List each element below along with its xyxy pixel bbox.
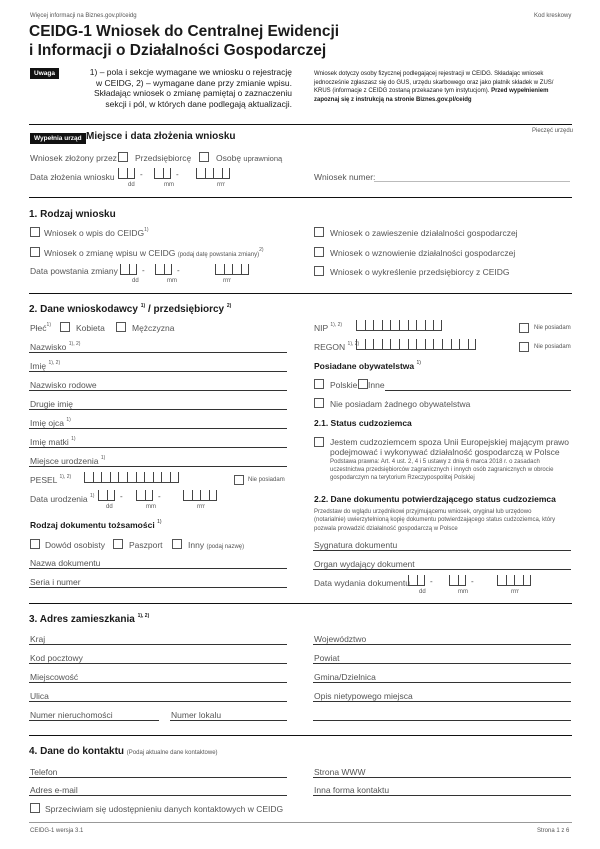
legal-basis bbox=[330, 458, 553, 482]
date-separator: - bbox=[120, 492, 123, 501]
regon-label bbox=[314, 342, 359, 352]
s1-opt2-label bbox=[44, 248, 264, 258]
citizenship-polish-label: Polskie bbox=[330, 380, 358, 390]
postal-field[interactable] bbox=[29, 663, 287, 664]
authorized-word2: uprawnioną bbox=[243, 154, 283, 163]
issue-date-mm[interactable] bbox=[449, 575, 466, 586]
regon-boxes[interactable] bbox=[356, 339, 476, 350]
dd-hint: dd bbox=[419, 589, 426, 595]
nip-none-checkbox[interactable] bbox=[519, 323, 529, 333]
first-name-field[interactable] bbox=[29, 371, 287, 372]
birth-place-text: Miejsce urodzenia bbox=[30, 456, 99, 466]
s1-title: 1. Rodzaj wniosku bbox=[29, 209, 116, 220]
birth-date-mm[interactable] bbox=[136, 490, 153, 501]
doc-info-line1: Przedstaw do wglądu urzędnikowi przyjmującemu wniosek, oryginał lub urzędowo bbox=[314, 509, 532, 515]
birth-place-sup: 1) bbox=[100, 455, 106, 461]
gender-female-checkbox[interactable] bbox=[60, 322, 70, 332]
s2-title bbox=[29, 304, 231, 315]
pesel-boxes[interactable] bbox=[84, 472, 179, 483]
second-name-field[interactable] bbox=[29, 409, 287, 410]
s1-opt3-label: Wniosek o zawieszenie działalności gospodarczej bbox=[330, 228, 518, 238]
s3-title-sup: 1), 2) bbox=[137, 613, 150, 619]
issue-date-dd[interactable] bbox=[408, 575, 425, 586]
citizenship-none-label: Nie posiadam żadnego obywatelstwa bbox=[330, 399, 471, 409]
dd-hint: dd bbox=[128, 182, 135, 188]
filing-number-label: Wniosek numer: bbox=[314, 172, 376, 182]
doc-info-line2: (notarialnie) uwierzytelnioną kopię dokumentu potwierdzającego status cudzoziemca, który bbox=[314, 517, 556, 524]
nip-sup: 1), 2) bbox=[330, 322, 343, 328]
s2-title-text2: / przedsiębiorcy bbox=[147, 304, 225, 315]
legal-line2: uczestnictwa przedsiębiorców zagranicznych i innych osób zagranicznych w obrocie bbox=[330, 467, 554, 473]
doc-type-sup: 1) bbox=[157, 519, 162, 525]
s2-title-text: 2. Dane wnioskodawcy bbox=[29, 304, 138, 315]
status-line1: Jestem cudzoziemcem spoza Unii Europejskiej mającym prawo bbox=[330, 437, 570, 447]
phone-field[interactable] bbox=[29, 777, 287, 778]
more-info-link[interactable]: Więcej informacji na Biznes.gov.pl/ceidg bbox=[30, 13, 137, 19]
postal-label: Kod pocztowy bbox=[30, 653, 83, 663]
change-date-label: Data powstania zmiany bbox=[30, 266, 118, 276]
birth-date-sup: 1) bbox=[90, 493, 95, 499]
info-line1: Wniosek dotyczy osoby fizycznej podlegającej rejestracji w CEIDG. Składając wniosek bbox=[314, 71, 544, 77]
province-field[interactable] bbox=[313, 644, 571, 645]
filed-by-entrepreneur-label: Przedsiębiorcę bbox=[135, 153, 192, 163]
divider bbox=[29, 603, 572, 604]
date-separator: - bbox=[177, 266, 180, 275]
office-badge: Wypełnia urząd bbox=[30, 133, 86, 144]
doc-status-info bbox=[314, 508, 555, 533]
change-date-dd[interactable] bbox=[120, 264, 137, 275]
yyyy-hint: rrrr bbox=[197, 504, 205, 510]
doc-other-checkbox[interactable] bbox=[172, 539, 182, 549]
pesel-sup: 1), 2) bbox=[59, 474, 72, 480]
issue-date-yyyy[interactable] bbox=[497, 575, 531, 586]
doc-passport-checkbox[interactable] bbox=[113, 539, 123, 549]
house-label: Numer nieruchomości bbox=[30, 710, 113, 720]
surname-text: Nazwisko bbox=[30, 342, 67, 352]
pesel-none-label: Nie posiadam bbox=[248, 477, 285, 483]
mother-name-text: Imię matki bbox=[30, 437, 69, 447]
s1-opt5-checkbox[interactable] bbox=[314, 266, 324, 276]
s1-opt2-checkbox[interactable] bbox=[30, 247, 40, 257]
city-field[interactable] bbox=[29, 682, 287, 683]
second-name-label: Drugie imię bbox=[30, 399, 73, 409]
date-separator: - bbox=[176, 170, 179, 179]
gender-male-checkbox[interactable] bbox=[116, 322, 126, 332]
mm-hint: mm bbox=[146, 504, 156, 510]
other-contact-field[interactable] bbox=[313, 795, 571, 796]
footer-divider bbox=[29, 822, 572, 823]
mm-hint: mm bbox=[167, 278, 177, 284]
doc-type-text: Rodzaj dokumentu tożsamości bbox=[30, 520, 155, 530]
s2-title-sup1: 1) bbox=[140, 303, 146, 309]
mm-hint: mm bbox=[458, 589, 468, 595]
citizenship-none-checkbox[interactable] bbox=[314, 398, 324, 408]
street-field[interactable] bbox=[29, 701, 287, 702]
father-sup: 1) bbox=[66, 417, 71, 423]
doc-name-field[interactable] bbox=[29, 568, 287, 569]
status-text bbox=[330, 437, 569, 457]
father-name-text: Imię ojca bbox=[30, 418, 65, 428]
citizenship-sup: 1) bbox=[416, 360, 421, 366]
note-line2: w CEIDG, 2) – wymagane dane przy zmianie wpisu. bbox=[95, 77, 292, 88]
doc-info-line3: pozwala prowadzić działalność gospodarczą w Polsce bbox=[314, 525, 458, 532]
other-contact-label: Inna forma kontaktu bbox=[314, 785, 390, 795]
dd-hint: dd bbox=[132, 278, 139, 284]
form-version: CEIDG-1 wersja 3.1 bbox=[30, 828, 84, 834]
yyyy-hint: rrrr bbox=[223, 278, 231, 284]
divider bbox=[29, 124, 572, 125]
yyyy-hint: rrrr bbox=[217, 182, 225, 188]
gender-text: Płeć bbox=[30, 323, 47, 333]
date-separator: - bbox=[142, 266, 145, 275]
filed-by-authorized-label bbox=[216, 153, 282, 163]
surname-label bbox=[30, 342, 80, 352]
birth-place-field[interactable] bbox=[29, 466, 287, 467]
issuer-field[interactable] bbox=[313, 569, 571, 570]
birth-date-yyyy[interactable] bbox=[183, 490, 217, 501]
note-line4: sekcji i pól, w których dane podlegają aktualizacji. bbox=[105, 98, 292, 109]
filing-date-mm[interactable] bbox=[154, 168, 171, 179]
citizenship-polish-checkbox[interactable] bbox=[314, 379, 324, 389]
stamp-label: Pieczęć urzędu bbox=[532, 128, 574, 134]
regon-none-checkbox[interactable] bbox=[519, 342, 529, 352]
date-separator: - bbox=[430, 577, 433, 586]
pesel-text: PESEL bbox=[30, 475, 58, 485]
status-checkbox[interactable] bbox=[314, 437, 324, 447]
commune-label: Gmina/Dzielnica bbox=[314, 672, 376, 682]
s3-title-text: 3. Adres zamieszkania bbox=[29, 614, 135, 625]
country-label: Kraj bbox=[30, 634, 46, 644]
doc-id-label: Dowód osobisty bbox=[45, 540, 106, 550]
doc-series-field[interactable] bbox=[29, 587, 287, 588]
mother-name-field[interactable] bbox=[29, 447, 287, 448]
signature-label: Sygnatura dokumentu bbox=[314, 540, 398, 550]
dd-hint: dd bbox=[106, 504, 113, 510]
form-title-line2: i Informacji o Działalności Gospodarczej bbox=[29, 42, 327, 59]
filing-number-field[interactable] bbox=[374, 181, 570, 182]
info-line4: zapoznaj się z instrukcją na stronie Biznes.gov.pl/ceidg bbox=[314, 96, 472, 103]
filing-date-dd[interactable] bbox=[118, 168, 135, 179]
doc-passport-label: Paszport bbox=[129, 540, 163, 550]
birth-date-label bbox=[30, 494, 94, 504]
doc-status-title: 2.2. Dane dokumentu potwierdzającego status cudzoziemca bbox=[314, 494, 556, 504]
s4-title-text: 4. Dane do kontaktu bbox=[29, 746, 125, 757]
email-field[interactable] bbox=[29, 795, 287, 796]
birth-date-dd[interactable] bbox=[98, 490, 115, 501]
citizenship-label bbox=[314, 361, 421, 371]
s1-opt3-checkbox[interactable] bbox=[314, 227, 324, 237]
www-label: Strona WWW bbox=[314, 767, 366, 777]
status-line2: podejmować i wykonywać działalność gospodarczą w Polsce bbox=[330, 447, 560, 457]
doc-id-checkbox[interactable] bbox=[30, 539, 40, 549]
atypical-field[interactable] bbox=[313, 701, 571, 702]
city-label: Miejscowość bbox=[30, 672, 79, 682]
email-label: Adres e-mail bbox=[30, 785, 78, 795]
contact-objection-label: Sprzeciwiam się udostępnieniu danych kontaktowych w CEIDG bbox=[45, 804, 284, 814]
mother-name-label bbox=[30, 437, 76, 447]
issue-date-label: Data wydania dokumentu bbox=[314, 578, 410, 588]
doc-other-label bbox=[188, 540, 244, 550]
citizenship-other-label: Inne bbox=[368, 380, 385, 390]
nip-label bbox=[314, 323, 342, 333]
doc-series-label: Seria i numer bbox=[30, 577, 81, 587]
doc-name-label: Nazwa dokumentu bbox=[30, 558, 101, 568]
first-name-sup: 1), 2) bbox=[48, 360, 61, 366]
first-name-text: Imię bbox=[30, 361, 47, 371]
flat-label: Numer lokalu bbox=[171, 710, 222, 720]
change-date-yyyy[interactable] bbox=[215, 264, 249, 275]
regon-text: REGON bbox=[314, 342, 346, 352]
date-separator: - bbox=[140, 170, 143, 179]
commune-field[interactable] bbox=[313, 682, 571, 683]
regon-none-label: Nie posiadam bbox=[534, 344, 571, 350]
s4-title-note: (Podaj aktualne dane kontaktowe) bbox=[126, 750, 218, 756]
doc-type-label bbox=[30, 520, 162, 530]
birth-place-label bbox=[30, 456, 105, 466]
father-name-label bbox=[30, 418, 71, 428]
citizenship-other-field[interactable] bbox=[385, 390, 571, 391]
info-line3: KRUS (informacje z CEIDG zostaną przekazane tym instytucjom). bbox=[314, 88, 490, 95]
legal-line1: Podstawa prawna: Art. 4 ust. 2, 4 i 5 ustawy z dnia 6 marca 2018 r. o zasadach bbox=[330, 459, 540, 465]
mm-hint: mm bbox=[164, 182, 174, 188]
info-line3-bold: Przed wypełnieniem bbox=[491, 88, 549, 95]
doc-other-text: Inny bbox=[188, 540, 205, 550]
s1-opt4-label: Wniosek o wznowienie działalności gospodarczej bbox=[330, 248, 516, 258]
pesel-none-checkbox[interactable] bbox=[234, 475, 244, 485]
note-line3: Składając wniosek o zmianę pamiętaj o zaznaczeniu bbox=[94, 88, 292, 98]
www-field[interactable] bbox=[313, 777, 571, 778]
filed-by-authorized-checkbox[interactable] bbox=[199, 152, 209, 162]
divider bbox=[29, 735, 572, 736]
regon-sup: 1), 2) bbox=[347, 341, 360, 347]
pesel-label bbox=[30, 475, 71, 485]
surname-sup: 1), 2) bbox=[68, 341, 81, 347]
divider bbox=[29, 293, 572, 294]
s1-opt1-text: Wniosek o wpis do CEIDG bbox=[44, 228, 145, 238]
atypical-label: Opis nietypowego miejsca bbox=[314, 691, 413, 701]
note-badge: Uwaga bbox=[30, 68, 59, 79]
info-text bbox=[314, 70, 584, 104]
form-title-line1: CEIDG-1 Wniosek do Centralnej Ewidencji bbox=[29, 23, 340, 40]
info-line2: jednocześnie zgłaszasz się do GUS, urzędu skarbowego oraz jako płatnik składek w ZUS/ bbox=[314, 79, 554, 86]
s1-opt4-checkbox[interactable] bbox=[314, 247, 324, 257]
phone-label: Telefon bbox=[30, 767, 58, 777]
county-field[interactable] bbox=[313, 663, 571, 664]
signature-field[interactable] bbox=[313, 550, 571, 551]
page-number: Strona 1 z 6 bbox=[537, 828, 570, 834]
nip-text: NIP bbox=[314, 323, 329, 333]
s3-title bbox=[29, 614, 149, 625]
s1-opt2-sup: 2) bbox=[259, 247, 264, 253]
s2-title-sup2: 2) bbox=[226, 303, 232, 309]
s1-opt2-text: Wniosek o zmianę wpisu w CEIDG bbox=[44, 248, 176, 258]
date-separator: - bbox=[158, 492, 161, 501]
filed-by-entrepreneur-checkbox[interactable] bbox=[118, 152, 128, 162]
flat-field[interactable] bbox=[170, 720, 287, 721]
atypical-field-2[interactable] bbox=[313, 720, 571, 721]
s4-title bbox=[29, 746, 218, 757]
family-name-label: Nazwisko rodowe bbox=[30, 380, 97, 390]
gender-male-label: Mężczyzna bbox=[132, 323, 175, 333]
family-name-field[interactable] bbox=[29, 390, 287, 391]
issuer-label: Organ wydający dokument bbox=[314, 559, 415, 569]
contact-objection-checkbox[interactable] bbox=[30, 803, 40, 813]
authorized-word: Osobę bbox=[216, 153, 242, 163]
county-label: Powiat bbox=[314, 653, 340, 663]
s1-opt1-checkbox[interactable] bbox=[30, 227, 40, 237]
doc-other-note: (podaj nazwę) bbox=[206, 544, 245, 550]
gender-sup: 1) bbox=[46, 322, 51, 328]
legal-line3: gospodarczym na terytorium Rzeczypospolitej Polskiej bbox=[330, 475, 475, 481]
filing-date-label: Data złożenia wniosku bbox=[30, 172, 115, 182]
gender-female-label: Kobieta bbox=[76, 323, 105, 333]
s1-opt5-label: Wniosek o wykreślenie przedsiębiorcy z CEIDG bbox=[330, 267, 510, 277]
filed-by-label: Wniosek złożony przez bbox=[30, 153, 117, 163]
date-separator: - bbox=[471, 577, 474, 586]
nip-none-label: Nie posiadam bbox=[534, 325, 571, 331]
divider bbox=[29, 197, 572, 198]
s1-opt2-note: (podaj datę powstania zmiany) bbox=[177, 252, 260, 258]
father-name-field[interactable] bbox=[29, 428, 287, 429]
s1-opt1-label bbox=[44, 228, 149, 238]
nip-boxes[interactable] bbox=[356, 320, 442, 331]
citizenship-other-checkbox[interactable] bbox=[358, 379, 368, 389]
s1-opt1-sup: 1) bbox=[144, 227, 149, 233]
citizenship-text: Posiadane obywatelstwa bbox=[314, 361, 415, 371]
country-field[interactable] bbox=[29, 644, 287, 645]
office-title: Miejsce i data złożenia wniosku bbox=[86, 131, 236, 142]
barcode-label: Kod kreskowy bbox=[534, 13, 572, 19]
surname-field[interactable] bbox=[29, 352, 287, 353]
mother-sup: 1) bbox=[71, 436, 76, 442]
change-date-mm[interactable] bbox=[155, 264, 172, 275]
street-label: Ulica bbox=[30, 691, 49, 701]
province-label: Województwo bbox=[314, 634, 367, 644]
filing-date-yyyy[interactable] bbox=[196, 168, 230, 179]
note-line1: 1) – pola i sekcje wymagane we wniosku o rejestrację bbox=[89, 67, 292, 77]
first-name-label bbox=[30, 361, 60, 371]
yyyy-hint: rrrr bbox=[511, 589, 519, 595]
birth-date-text: Data urodzenia bbox=[30, 494, 88, 504]
gender-label bbox=[30, 323, 51, 333]
note-text bbox=[62, 67, 292, 109]
status-title: 2.1. Status cudzoziemca bbox=[314, 418, 412, 428]
house-field[interactable] bbox=[29, 720, 159, 721]
